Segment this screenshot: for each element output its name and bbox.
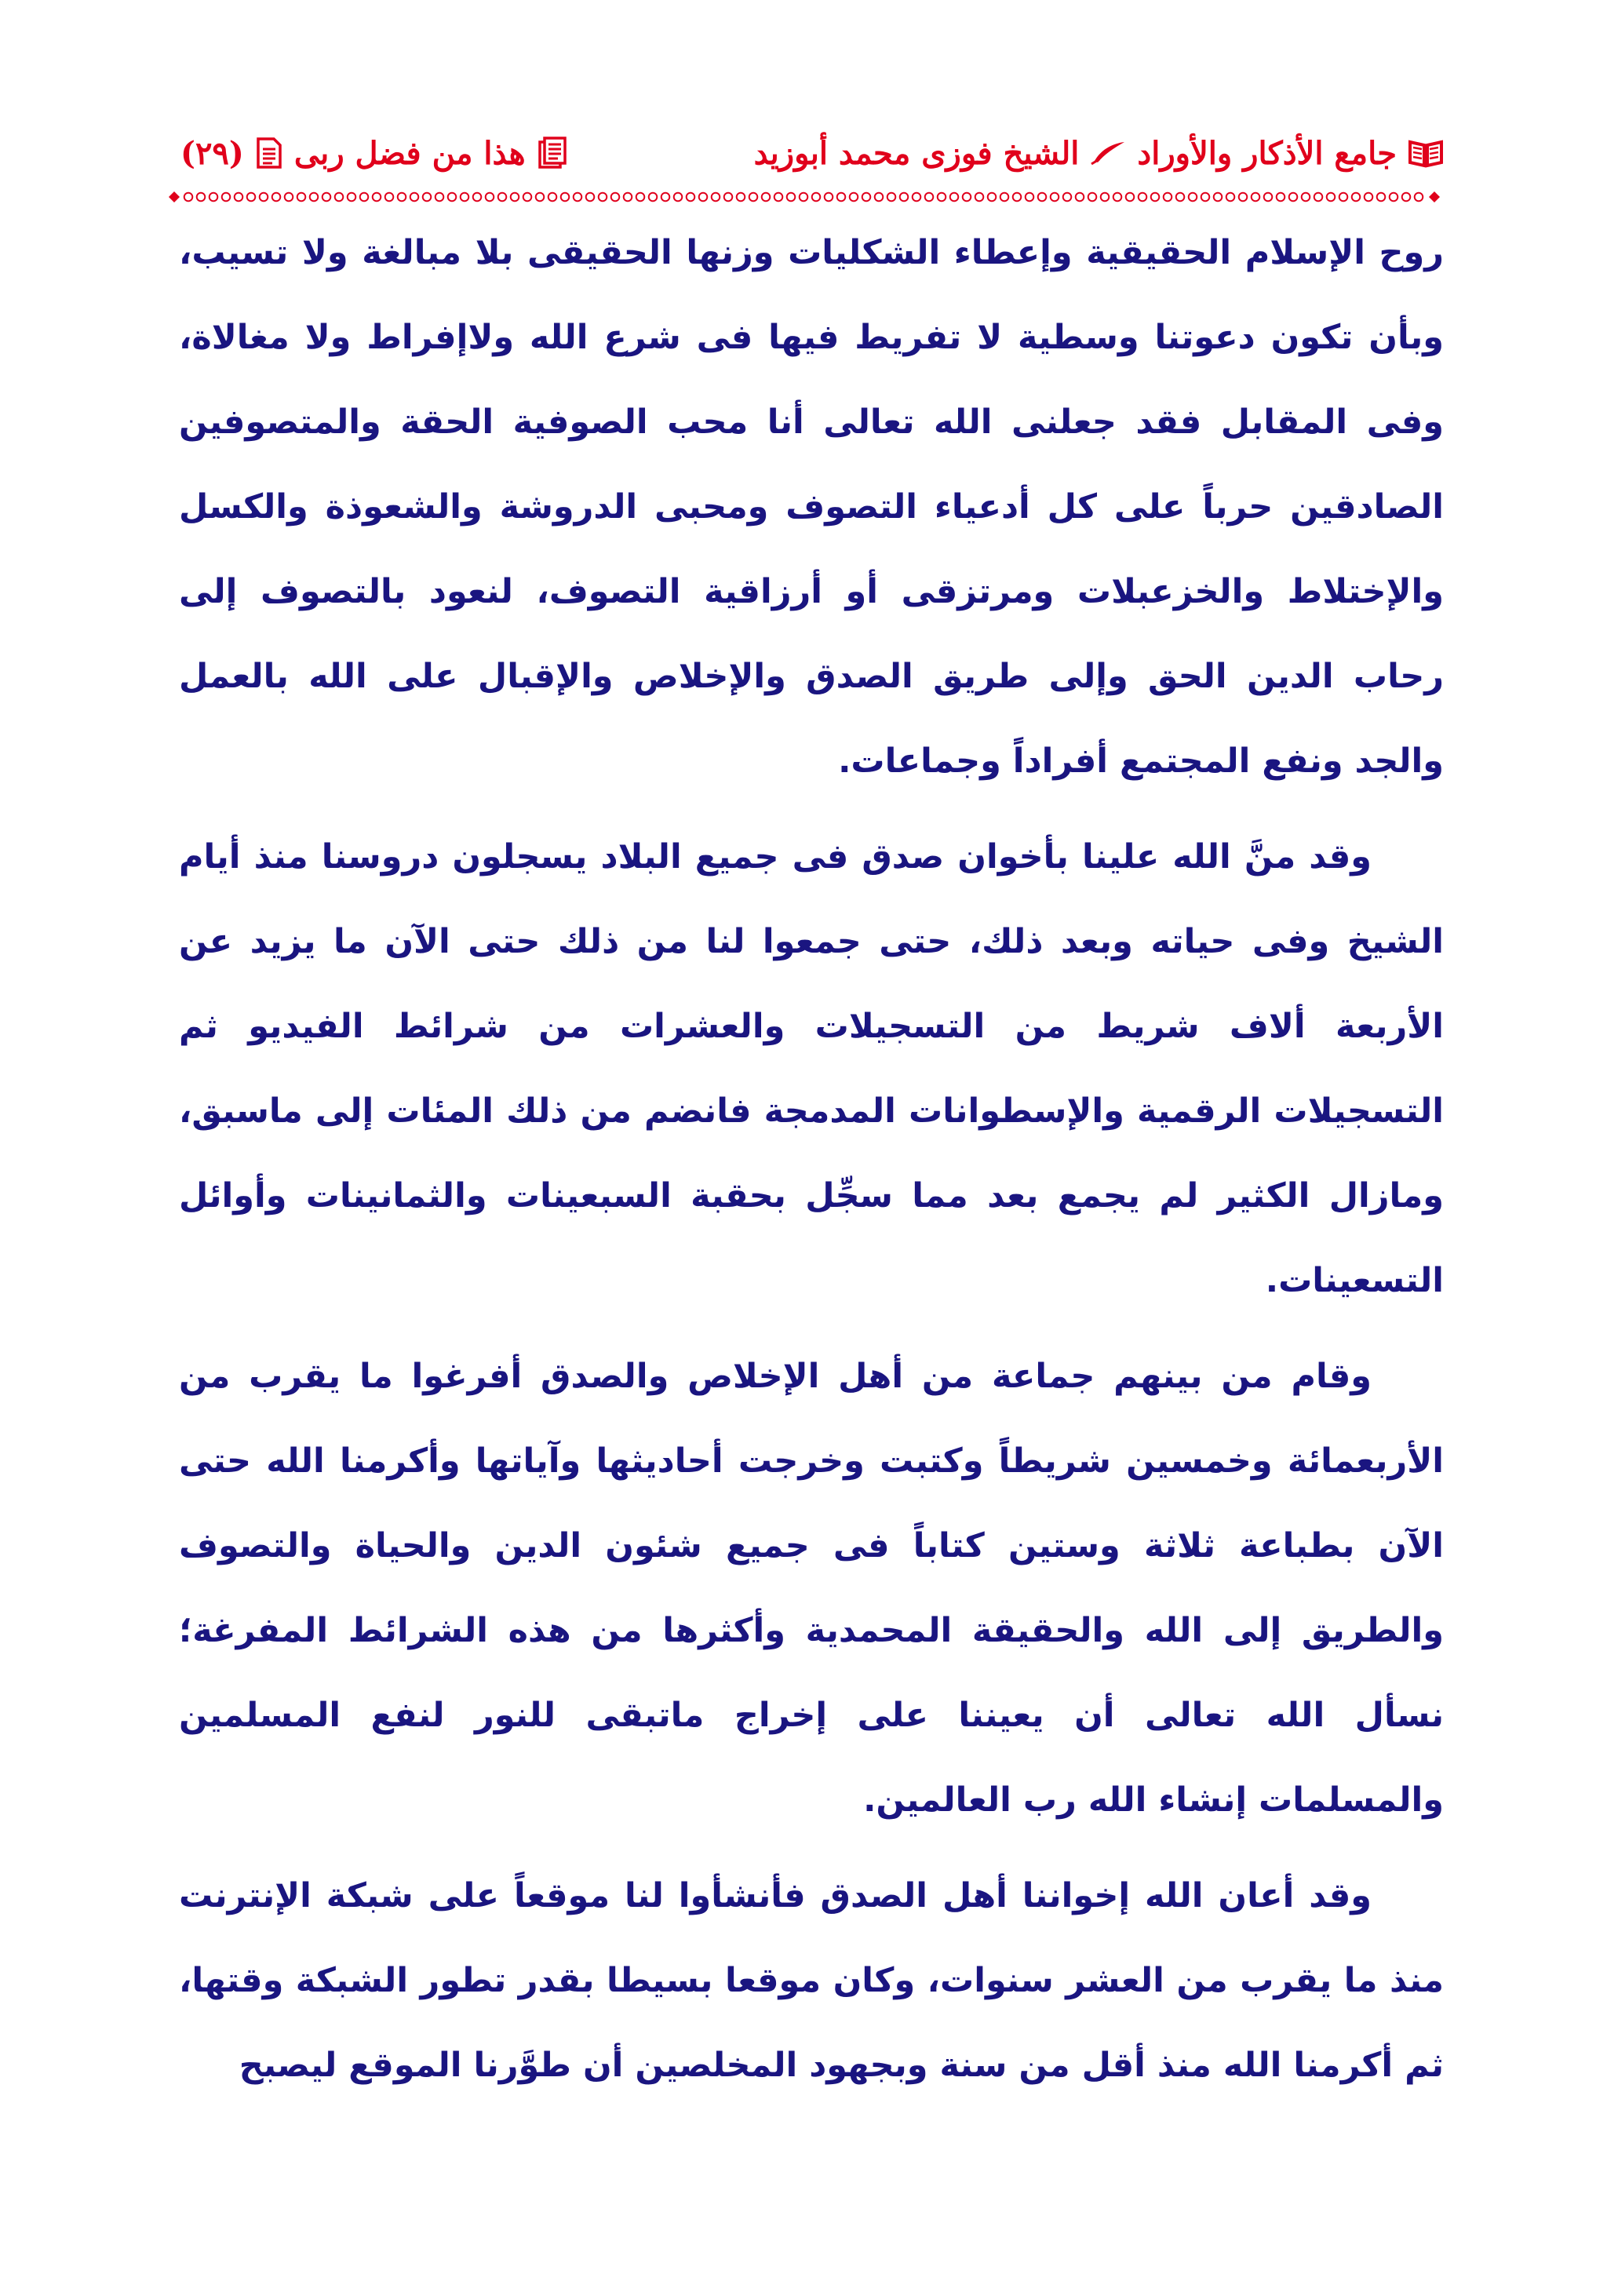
author-name: الشيخ فوزى محمد أبوزيد — [753, 134, 1080, 172]
body-text — [179, 210, 1444, 2119]
quill-pen-icon — [1090, 140, 1126, 166]
paragraph: وقد أعان الله إخواننا أهل الصدق فأنشأوا لنا موقعاً على شبكة الإنترنت منذ ما يقرب من العشر سنوات، وكان موقعا بسيطا بقدر تطور الشبكة وقتها، ثم أكرمنا الله منذ أقل من سنة وبجهود المخلصين أن طوَّرنا الموقع ليصبح — [179, 1876, 1444, 2085]
paragraph: وقام من بينهم جماعة من أهل الإخلاص والصدق أفرغوا ما يقرب من الأربعمائة وخمسين شريطاً وكتبت وخرجت أحاديثها وآياتها وأكرمنا الله حتى الآن بطباعة ثلاثة وستين كتاباً فى جميع شئون الدين والحياة والتصوف والطريق إلى الله والحقيقة المحمدية وأكثرها من هذه الشرائط المفرغة؛ نسأل الله تعالى أن يعيننا على إخراج ماتبقى للنور لنفع المسلمين والمسلمات إنشاء الله رب العالمين. — [179, 1357, 1444, 1820]
decorative-border-line — [182, 188, 1425, 206]
diamond-ornament-icon — [168, 191, 180, 203]
paragraph: وقد منَّ الله علينا بأخوان صدق فى جميع البلاد يسجلون دروسنا منذ أيام الشيخ وفى حياته وبعد ذلك، حتى جمعوا لنا من ذلك حتى الآن ما يزيد عن الأربعة ألاف شريط من التسجيلات والعشرات من شرائط الفيديو ثم التسجيلات الرقمية والإسطوانات المدمجة فانضم من ذلك المئات إلى ماسبق، ومازال الكثير لم يجمع بعد مما سجِّل بحقبة السبعينات والثمانينات وأوائل التسعينات. — [179, 837, 1444, 1300]
running-header — [180, 118, 1444, 188]
book-title: جامع الأذكار والأوراد — [1137, 134, 1397, 172]
document-stack-icon — [537, 136, 568, 170]
open-book-icon — [1408, 137, 1444, 169]
page-number: (٢٩) — [180, 134, 244, 172]
paragraph: روح الإسلام الحقيقية وإعطاء الشكليات وزنها الحقيقى بلا مبالغة ولا تسيب، وبأن تكون دعوتنا وسطية لا تفريط فيها فى شرع الله ولاإفراط ولا مغالاة، وفى المقابل فقد جعلنى الله تعالى أنا محب الصوفية الحقة والمتصوفين الصادقين حرباً على كل أدعياء التصوف ومحبى الدروشة والشعوذة والكسل والإختلاط والخزعبلات ومرتزقى أو أرزاقية التصوف، لنعود بالتصوف إلى رحاب الدين الحق وإلى طريق الصدق والإخلاص والإقبال على الله بالعمل والجد ونفع المجتمع أفراداً وجماعات. — [179, 233, 1444, 781]
header-left-group — [180, 135, 568, 172]
series-title: هذا من فضل ربى — [293, 134, 526, 172]
diamond-ornament-icon — [1428, 191, 1441, 203]
document-icon — [255, 137, 283, 169]
header-right-group — [754, 135, 1444, 172]
